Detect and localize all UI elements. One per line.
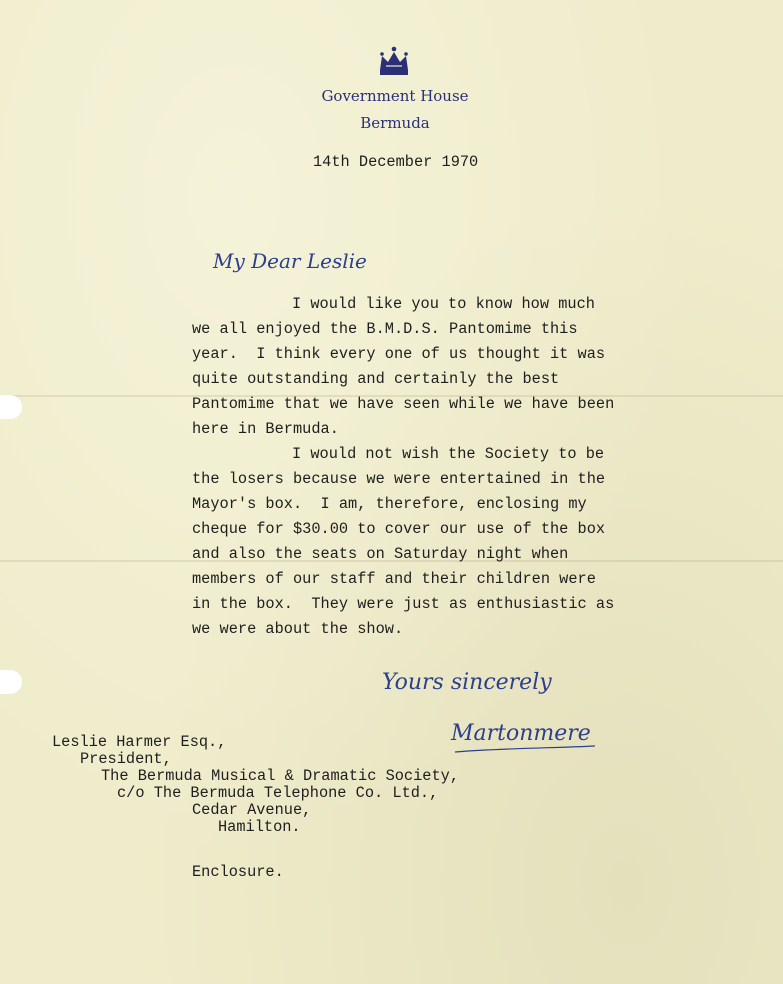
body-line: in the box. They were just as enthusiastic as <box>192 595 615 613</box>
body-line: I would like you to know how much <box>292 295 595 313</box>
letterhead-title: Government House <box>321 87 469 105</box>
addressee-line: The Bermuda Musical & Dramatic Society, <box>101 767 460 785</box>
royal-crown-icon <box>377 44 411 78</box>
body-line: cheque for $30.00 to cover our use of the box <box>192 520 606 538</box>
svg-text:Martonmere: Martonmere <box>451 721 591 746</box>
addressee-line: Cedar Avenue, <box>192 801 312 819</box>
body-line: Mayor's box. I am, therefore, enclosing my <box>192 495 587 513</box>
body-line: Pantomime that we have seen while we have been <box>192 395 615 413</box>
addressee-line: Hamilton. <box>218 818 301 836</box>
body-line: and also the seats on Saturday night when <box>192 545 569 563</box>
body-line: here in Bermuda. <box>192 420 339 438</box>
body-line: we were about the show. <box>192 620 404 638</box>
body-line: we all enjoyed the B.M.D.S. Pantomime this <box>192 320 578 338</box>
addressee-line: c/o The Bermuda Telephone Co. Ltd., <box>117 784 439 802</box>
enclosure-note: Enclosure. <box>192 863 284 881</box>
body-line: quite outstanding and certainly the best <box>192 370 560 388</box>
handwritten-closing <box>378 655 598 705</box>
letterhead-subtitle: Bermuda <box>360 114 430 132</box>
body-line: the losers because we were entertained in the <box>192 470 606 488</box>
body-line: members of our staff and their children were <box>192 570 596 588</box>
punch-hole <box>0 670 22 694</box>
letter-date: 14th December 1970 <box>313 153 479 171</box>
punch-hole <box>0 395 22 419</box>
addressee-line: President, <box>80 750 172 768</box>
body-line: I would not wish the Society to be <box>292 445 605 463</box>
svg-text:My Dear Leslie: My Dear Leslie <box>213 249 367 273</box>
signature <box>445 708 615 758</box>
body-line: year. I think every one of us thought it was <box>192 345 606 363</box>
addressee-line: Leslie Harmer Esq., <box>52 733 227 751</box>
handwritten-salutation <box>205 240 395 280</box>
svg-text:Yours sincerely: Yours sincerely <box>382 670 552 695</box>
